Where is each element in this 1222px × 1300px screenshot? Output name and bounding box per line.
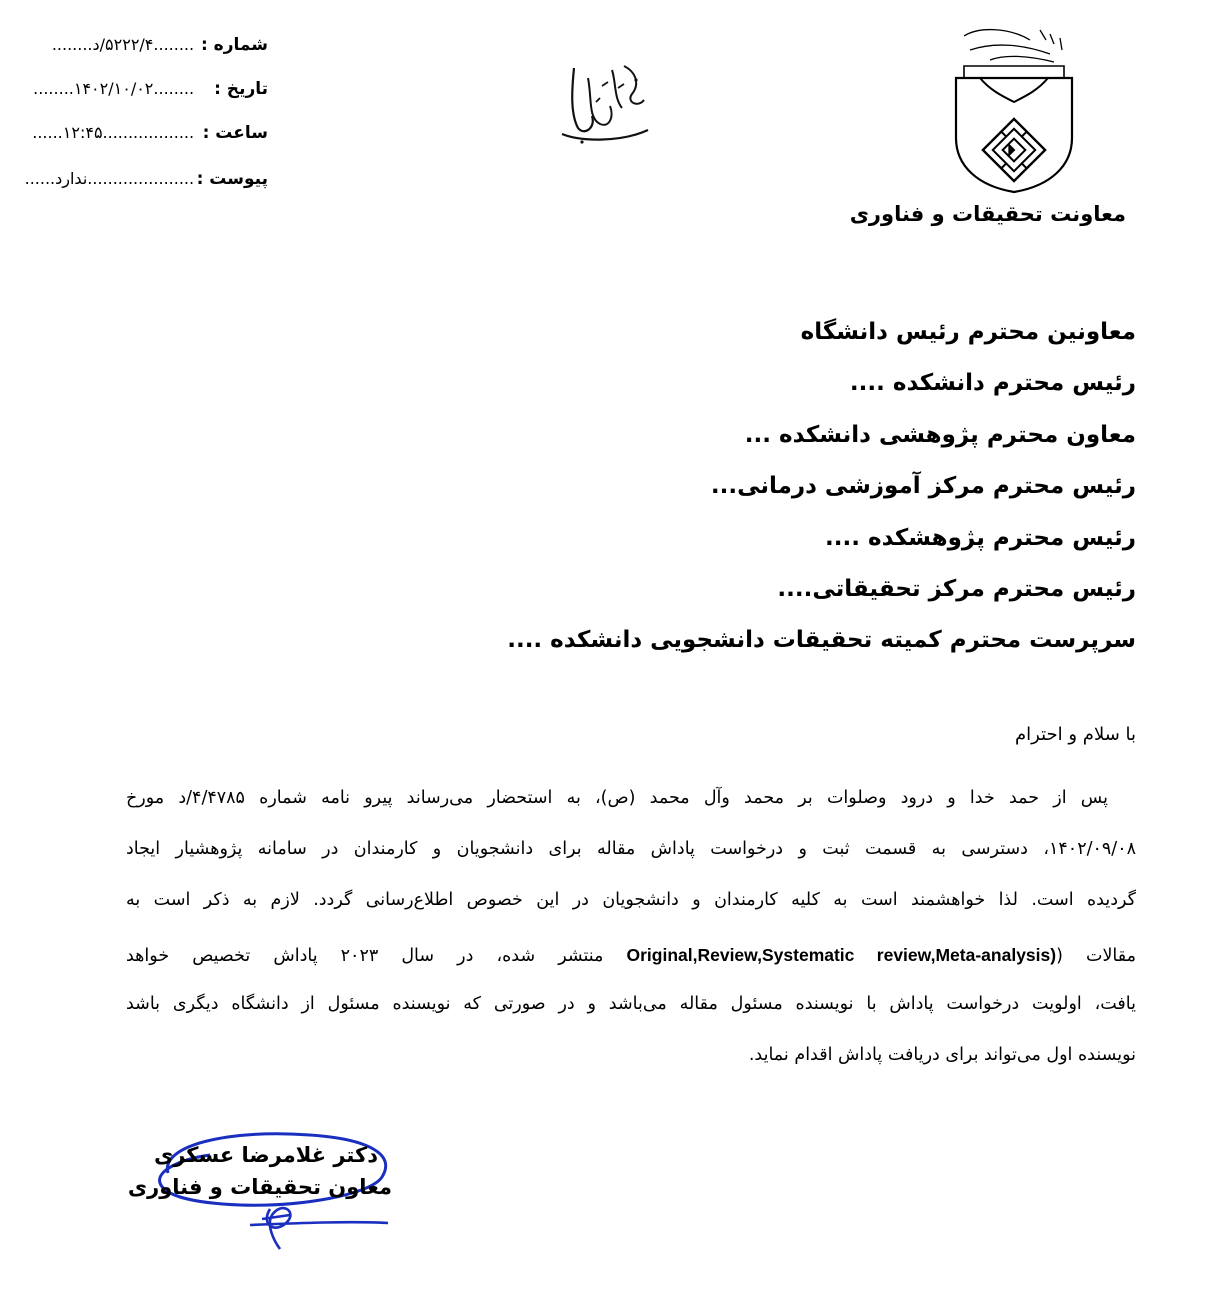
letter-date-value: ........۱۴۰۲/۱۰/۰۲........ (33, 79, 195, 98)
recipient-line: رئیس محترم مرکز تحقیقاتی.... (777, 576, 1136, 602)
body-line: ۱۴۰۲/۰۹/۰۸، دسترسی به قسمت ثبت و درخواست پاداش مقاله برای دانشجویان و کارمندان در سامانه پژوهشیار ایجاد (126, 839, 1136, 859)
letter-number-label: شماره : (200, 35, 268, 55)
recipient-line: معاون محترم پژوهشی دانشکده ... (744, 422, 1136, 448)
basmala-calligraphy (552, 58, 656, 146)
letter-number (28, 30, 268, 60)
letter-time-label: ساعت : (202, 123, 268, 143)
recipient-line: رئیس محترم پژوهشکده .... (825, 525, 1136, 551)
letter-number-value: ........۵۲۲۲/۴/د........ (51, 35, 195, 54)
body-line: یافت، اولویت درخواست پاداش با نویسنده مسئول مقاله می‌باشد و در صورتی که نویسنده مسئول از دانشگاه دیگری باشد (126, 994, 1136, 1014)
letter-time (28, 118, 268, 148)
organization-name: معاونت تحقیقات و فناوری (849, 202, 1126, 226)
body-line: پس از حمد خدا و درود وصلوات بر محمد وآل محمد (ص)، به استحضار می‌رساند پیرو نامه شماره ۴/۴۷۸۵/د مورخ (126, 788, 1108, 808)
body-line-part: مقالات ( (1056, 946, 1136, 966)
recipient-line: سرپرست محترم کمیته تحقیقات دانشجویی دانشکده .... (507, 627, 1136, 653)
body-line: نویسنده اول می‌تواند برای دریافت پاداش اقدام نماید. (748, 1045, 1136, 1065)
body-line-with-article-types (126, 940, 1136, 970)
article-types: Original,Review,Systematic review,Meta-analysis) (626, 945, 1057, 965)
signatory-name: دکتر غلامرضا عسکری (153, 1143, 378, 1167)
letter-attachment-value: .....................ندارد...... (24, 169, 195, 188)
recipient-line: رئیس محترم مرکز آموزشی درمانی... (710, 473, 1136, 499)
letter-attachment (24, 164, 268, 194)
letter-date (28, 74, 268, 104)
recipient-line: رئیس محترم دانشکده .... (849, 370, 1136, 396)
greeting: با سلام و احترام (1015, 724, 1136, 745)
letter-date-label: تاریخ : (214, 79, 268, 99)
body-line-part: منتشر شده، در سال ۲۰۲۳ پاداش تخصیص خواهد (126, 946, 627, 966)
signatory-title: معاون تحقیقات و فناوری (127, 1175, 392, 1199)
signature-block (127, 1125, 400, 1265)
recipient-line: معاونین محترم رئیس دانشگاه (800, 319, 1136, 345)
body-line: گردیده است. لذا خواهشمند است به کلیه کارمندان و دانشجویان در این خصوص اطلاع‌رسانی گردد. لازم به ذکر است به (126, 890, 1136, 910)
letter-attachment-label: پیوست : (196, 169, 268, 189)
university-logo (950, 26, 1078, 196)
letter-time-value: ..................۱۲:۴۵...... (32, 123, 195, 142)
